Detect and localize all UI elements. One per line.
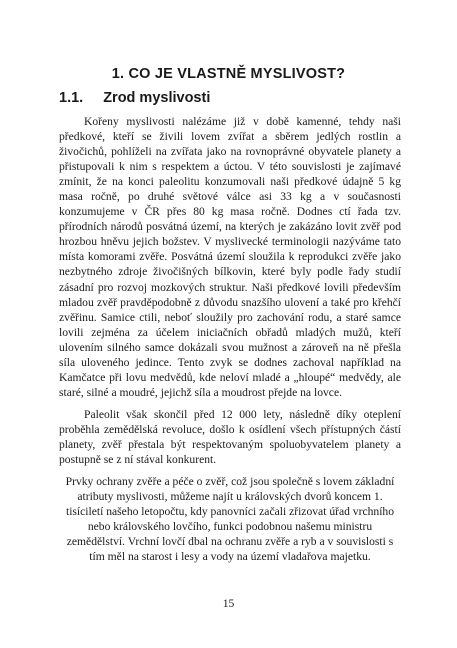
page-number: 15 bbox=[222, 597, 235, 610]
body-text bbox=[59, 114, 401, 571]
section-title: Zrod myslivosti bbox=[103, 90, 211, 106]
paragraph: Paleolit však skončil před 12 000 lety, následně díky oteplení proběhla zemědělská revoluce, došlo k osídlení všech přístupných částí planety, zvěř přestala být respektovaným spoluobyvatelem planety a postupně se z ní stával konkurent. bbox=[59, 407, 401, 467]
paragraph: Kořeny myslivosti nalézáme již v době kamenné, tehdy naši předkové, kteří se živili lovem zvířat a sběrem jedlých rostlin a živočichů, pohlíželi na zvířata jako na rovnoprávné obyvatele planety a přistupovali k nim s respektem a úctou. V této souvislosti je zajímavé zmínit, že na konci paleolitu konzumovali naši předkové údajně 5 kg masa ročně, po druhé světové válce asi 33 kg a v současnosti konzumujeme v ČR přes 80 kg masa ročně. Dodnes ctí řada tzv. přírodních národů posvátná území, na kterých je zakázáno lovit zvěř pod hrozbou hněvu jejich božstev. V myslivecké terminologii nazýváme tato místa komorami zvěře. Posvátná území sloužila k reprodukci zvěře jako nezbytného zdroje živočišných bílkovin, které byly podle řady studií zásadní pro rozvoj mozkových struktur. Naši předkové lovili především mladou zvěř pravděpodobně z důvodu snazšího ulovení a také pro křehčí zvěřinu. Samice ctili, neboť sloužily pro zachování rodu, a staré samce lovili zejména za účelem iniciačních obřadů mladých mužů, kteří ulovením silného samce dokázali svou mužnost a zároveň na ně přešla síla uloveného jedince. Tento zvyk se dodnes zachoval například na Kamčatce při lovu medvědů, kde neloví mladé a „hloupé“ medvědy, ale staré, silné a moudré, jejichž síla a moudrost přejde na lovce. bbox=[59, 115, 401, 399]
section-heading bbox=[59, 90, 210, 106]
paragraph: Prvky ochrany zvěře a péče o zvěř, což jsou společně s lovem základní atributy myslivosti, můžeme najít u královských dvorů koncem 1. tisíciletí našeho letopočtu, kdy panovníci začali zřizovat úřad vrchního nebo královského lovčího, funkci podobnou našemu ministru zemědělství. Vrchní lovčí dbal na ochranu zvěře a ryb a v souvislosti s tím měl na starost i lesy a vody na území vladařova majetku. bbox=[65, 475, 395, 564]
chapter-title: 1. CO JE VLASTNĚ MYSLIVOST? bbox=[111, 66, 346, 82]
section-number: 1.1. bbox=[59, 90, 84, 106]
